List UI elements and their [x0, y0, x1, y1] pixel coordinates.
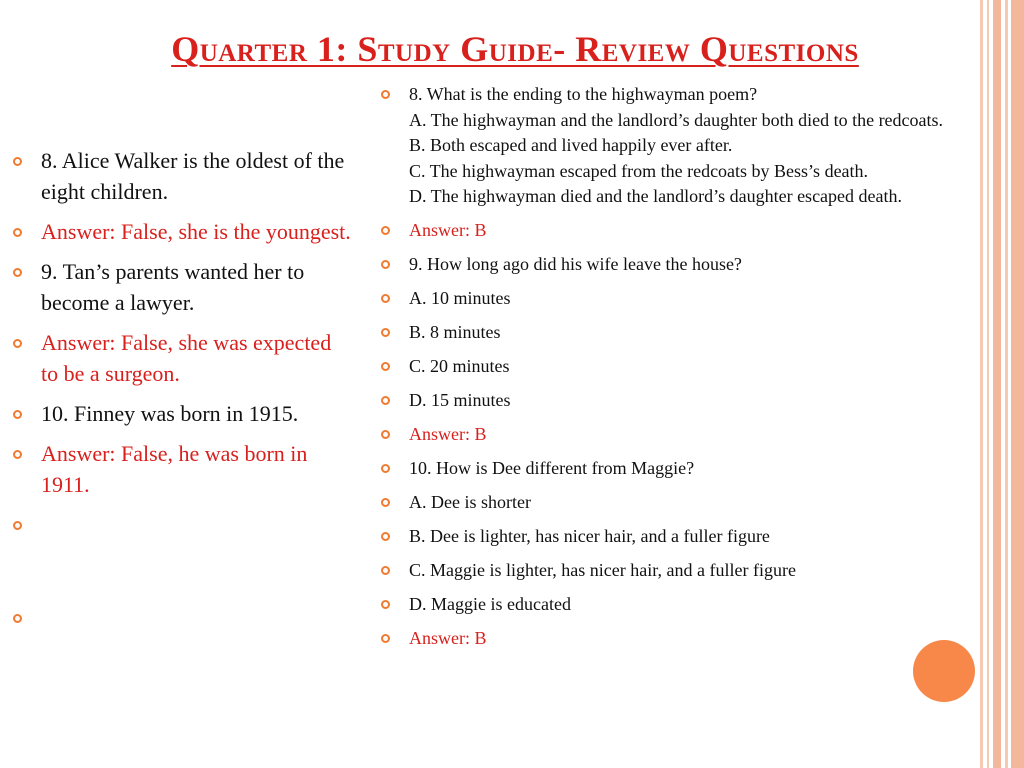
option-text: A. Dee is shorter [409, 492, 531, 512]
option-text: A. 10 minutes [409, 288, 511, 308]
answer-text: Answer: B [409, 424, 487, 444]
bullet-icon [13, 521, 22, 530]
list-item [380, 422, 992, 448]
option-text: B. 8 minutes [409, 322, 501, 342]
question-text: 10. How is Dee different from Maggie? [409, 458, 695, 478]
list-item [380, 286, 992, 312]
answer-text: Answer: B [409, 628, 487, 648]
empty-list-item [12, 602, 352, 633]
bullet-icon [381, 396, 390, 405]
list-item [380, 524, 992, 550]
bullet-icon [13, 410, 22, 419]
bullet-icon [381, 294, 390, 303]
option-text: C. 20 minutes [409, 356, 510, 376]
list-item [12, 327, 352, 389]
list-item [380, 626, 992, 652]
list-item [12, 216, 352, 247]
bullet-icon [381, 464, 390, 473]
decorative-circle [913, 640, 975, 702]
option-text: B. Dee is lighter, has nicer hair, and a fuller figure [409, 526, 770, 546]
question-text: 10. Finney was born in 1915. [41, 401, 299, 426]
bullet-icon [381, 566, 390, 575]
list-item [12, 398, 352, 429]
left-bullet-list [12, 145, 352, 642]
bullet-icon [13, 614, 22, 623]
bullet-icon [381, 600, 390, 609]
list-item-question-8 [380, 82, 992, 210]
right-bullet-list [380, 82, 992, 660]
list-item [380, 388, 992, 414]
option-text: D. 15 minutes [409, 390, 511, 410]
question-text: 8. Alice Walker is the oldest of the eight children. [41, 148, 345, 204]
option-text: C. The highwayman escaped from the redcoats by Bess’s death. [409, 160, 869, 181]
answer-text: Answer: False, she is the youngest. [41, 219, 351, 244]
answer-text: Answer: B [409, 220, 487, 240]
stripe [1011, 0, 1024, 768]
list-item [380, 592, 992, 618]
bullet-icon [13, 228, 22, 237]
list-item [12, 256, 352, 318]
question-text: 9. How long ago did his wife leave the house? [409, 254, 742, 274]
answer-text: Answer: False, she was expected to be a surgeon. [41, 330, 332, 386]
list-item [380, 252, 992, 278]
stripe [1005, 0, 1008, 768]
bullet-icon [381, 90, 390, 99]
bullet-icon [13, 339, 22, 348]
list-item [12, 438, 352, 500]
slide-title: Quarter 1: Study Guide- Review Questions [171, 29, 859, 69]
option-text: D. The highwayman died and the landlord’s daughter escaped death. [409, 186, 903, 206]
list-item [380, 490, 992, 516]
bullet-icon [13, 450, 22, 459]
bullet-icon [381, 430, 390, 439]
bullet-icon [13, 268, 22, 277]
bullet-icon [13, 157, 22, 166]
option-text: D. Maggie is educated [409, 594, 571, 614]
bullet-icon [381, 532, 390, 541]
option-text: A. The highwayman and the landlord’s daughter both died to the redcoats. [409, 109, 944, 130]
bullet-icon [381, 498, 390, 507]
list-item [12, 145, 352, 207]
list-item [380, 456, 992, 482]
bullet-icon [381, 634, 390, 643]
stripe [993, 0, 1001, 768]
answer-text: Answer: False, he was born in 1911. [41, 441, 308, 497]
list-item [380, 320, 992, 346]
list-item [380, 354, 992, 380]
option-text: B. Both escaped and lived happily ever after. [409, 135, 733, 155]
bullet-icon [381, 328, 390, 337]
bullet-icon [381, 362, 390, 371]
list-item [380, 558, 992, 584]
empty-list-item [12, 509, 352, 540]
bullet-icon [381, 226, 390, 235]
question-text: 8. What is the ending to the highwayman poem? [409, 84, 758, 104]
option-text: C. Maggie is lighter, has nicer hair, and a fuller figure [409, 560, 796, 580]
question-text: 9. Tan’s parents wanted her to become a lawyer. [41, 259, 305, 315]
list-item [380, 218, 992, 244]
bullet-icon [381, 260, 390, 269]
